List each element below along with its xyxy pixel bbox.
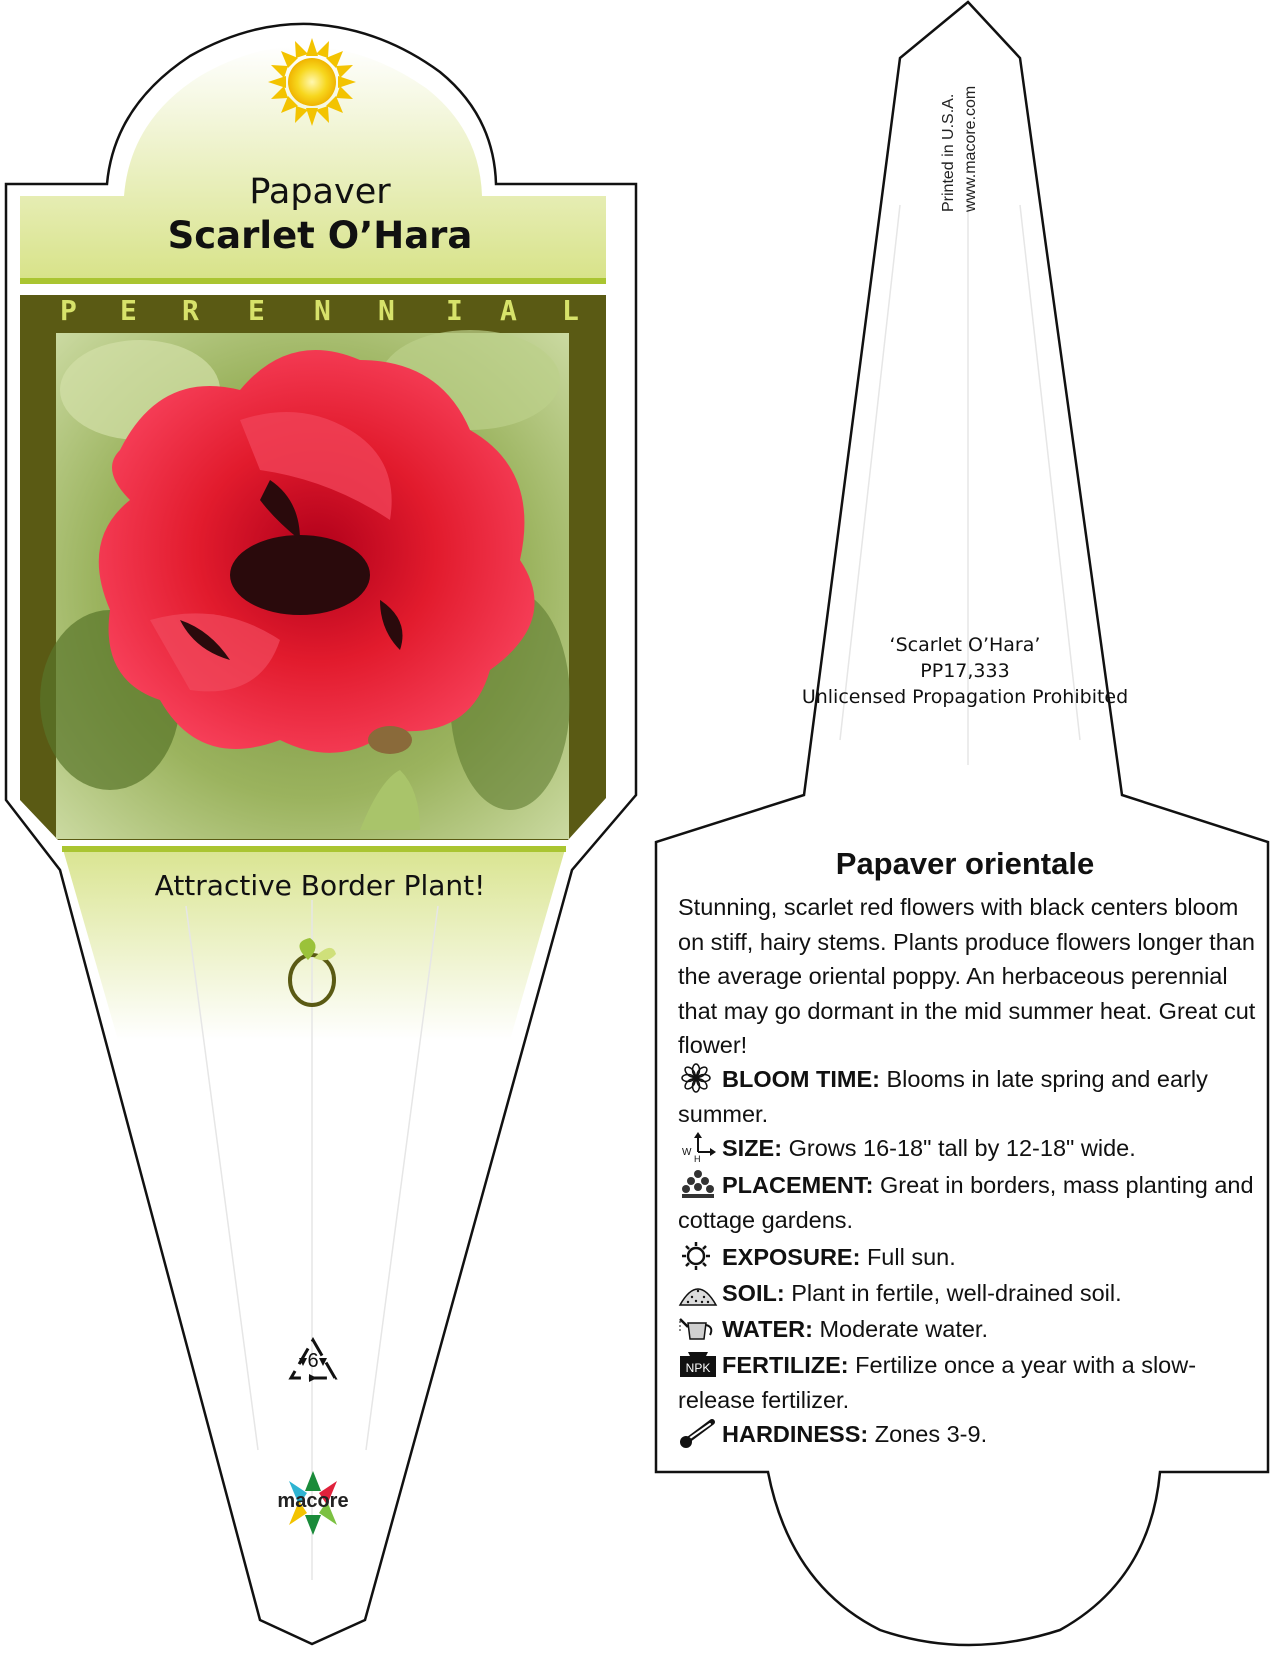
attr-value: Moderate water. (812, 1316, 988, 1342)
watering-can-icon (678, 1313, 718, 1343)
category-letter: N (314, 294, 331, 327)
category-letter: P (60, 294, 77, 327)
attr-value: Fertilize once a year with a slow-release fertilizer. (678, 1352, 1197, 1413)
printed-note (938, 52, 986, 212)
attr-label: PLACEMENT: (722, 1172, 874, 1198)
attr-placement (678, 1168, 1258, 1237)
attr-value: Full sun. (860, 1244, 956, 1270)
attr-hardiness (678, 1417, 1258, 1452)
npk-icon (678, 1349, 718, 1379)
recycle-code: 6 (307, 1350, 319, 1372)
category-letter: N (378, 294, 395, 327)
species-name: Papaver orientale (835, 846, 1095, 881)
patent-warning: Unlicensed Propagation Prohibited (801, 686, 1129, 708)
category-letter: I (446, 294, 463, 327)
soil-icon (678, 1277, 718, 1307)
svg-text:H: H (694, 1154, 701, 1162)
genus-name: Papaver (249, 172, 391, 212)
attr-label: EXPOSURE: (722, 1244, 861, 1270)
attr-value: Blooms in late spring and early summer. (678, 1066, 1208, 1127)
tagline: Attractive Border Plant! (154, 869, 486, 902)
attr-label: WATER: (722, 1316, 813, 1342)
patent-number: PP17,333 (920, 660, 1010, 682)
attr-label: SIZE: (722, 1135, 783, 1161)
npk-text: NPK (685, 1361, 711, 1375)
attr-value: Plant in fertile, well-drained soil. (784, 1280, 1122, 1306)
cultivar-name: Scarlet O’Hara (167, 214, 473, 257)
attr-fertilize (678, 1348, 1258, 1417)
size-icon (678, 1132, 718, 1162)
attr-label: BLOOM TIME: (722, 1066, 880, 1092)
patent-notice (760, 632, 1170, 710)
sun-icon (268, 38, 356, 126)
printed-website: www.macore.com (962, 85, 979, 212)
attr-exposure (678, 1240, 1258, 1275)
recycle-icon (285, 1336, 341, 1384)
thermometer-icon (678, 1418, 718, 1448)
front-tag (6, 24, 636, 1644)
category-letter: L (562, 294, 579, 327)
attr-value: Great in borders, mass planting and cottage gardens. (678, 1172, 1254, 1233)
category-label (22, 294, 605, 330)
category-letter: E (120, 294, 137, 327)
attr-size (678, 1131, 1258, 1166)
patent-cultivar: ‘Scarlet O’Hara’ (889, 634, 1041, 656)
attr-label: FERTILIZE: (722, 1352, 849, 1378)
attr-label: HARDINESS: (722, 1421, 869, 1447)
placement-icon (678, 1169, 718, 1199)
brand-name: macore (277, 1490, 349, 1512)
attr-value: Zones 3-9. (868, 1421, 988, 1447)
attr-label: SOIL: (722, 1280, 785, 1306)
category-letter: A (500, 294, 517, 327)
attr-value: Grows 16-18" tall by 12-18" wide. (782, 1135, 1136, 1161)
attr-bloom-time (678, 1062, 1258, 1131)
flower-icon (678, 1063, 718, 1093)
plant-description: Stunning, scarlet red flowers with black centers bloom on stiff, hairy stems. Plants produce flowers longer than the average oriental poppy. An herbaceous perennial that may go dormant in the mid summer heat. Great cut flower! (678, 894, 1256, 1058)
attr-water (678, 1312, 1258, 1347)
svg-text:W: W (682, 1147, 692, 1158)
brand-logo (268, 1468, 358, 1538)
poppy-photo (40, 330, 570, 839)
category-letter: R (182, 294, 199, 327)
attr-soil (678, 1276, 1258, 1311)
category-letter: E (248, 294, 265, 327)
printed-country: Printed in U.S.A. (940, 93, 957, 212)
sun-outline-icon (678, 1241, 718, 1271)
